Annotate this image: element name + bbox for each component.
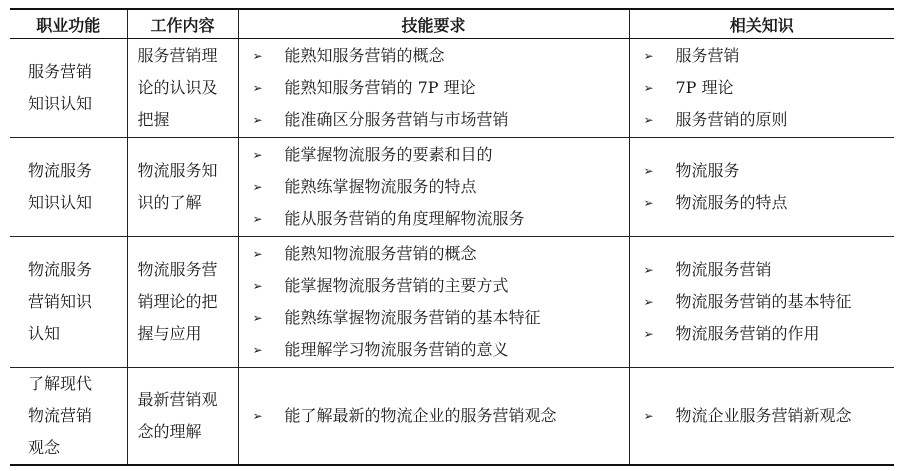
list-item bbox=[253, 203, 629, 235]
list-item-text: 能熟练掌握物流服务的特点 bbox=[284, 177, 477, 196]
content-cell bbox=[127, 368, 238, 466]
function-cell bbox=[10, 138, 127, 237]
function-cell bbox=[10, 237, 127, 368]
function-cell bbox=[10, 39, 127, 138]
list-item-text: 能准确区分服务营销与市场营销 bbox=[284, 110, 509, 129]
bullet-arrow-icon: ➢ bbox=[643, 49, 654, 63]
list-item bbox=[253, 139, 629, 171]
bullet-arrow-icon: ➢ bbox=[643, 409, 654, 423]
function-cell-line: 物流营销 bbox=[28, 406, 93, 425]
list-item-text: 能理解学习物流服务营销的意义 bbox=[284, 340, 509, 359]
content-cell-line: 服务营销理 bbox=[137, 46, 218, 65]
header-content: 工作内容 bbox=[127, 9, 238, 39]
bullet-arrow-icon: ➢ bbox=[643, 196, 654, 210]
list-item bbox=[253, 171, 629, 203]
function-cell-line: 营销知识 bbox=[28, 292, 93, 311]
list-item-text: 能熟知服务营销的概念 bbox=[284, 46, 445, 65]
list-item bbox=[644, 254, 895, 286]
knowledge-cell bbox=[629, 138, 894, 237]
header-knowledge: 相关知识 bbox=[629, 9, 894, 39]
content-cell bbox=[127, 138, 238, 237]
list-item bbox=[253, 302, 629, 334]
content-cell-line: 握与应用 bbox=[137, 324, 202, 343]
list-item-text: 服务营销 bbox=[675, 46, 740, 65]
content-cell-line: 论的认识及 bbox=[137, 78, 218, 97]
table-header-row bbox=[10, 9, 894, 39]
list-item-text: 能掌握物流服务的要素和目的 bbox=[284, 145, 493, 164]
list-item-text: 物流企业服务营销新观念 bbox=[675, 406, 852, 425]
list-item bbox=[644, 40, 895, 72]
bullet-arrow-icon: ➢ bbox=[252, 113, 263, 127]
list-item-text: 能掌握物流服务营销的主要方式 bbox=[284, 276, 509, 295]
list-item-text: 能熟知服务营销的 7P 理论 bbox=[284, 78, 476, 97]
function-cell-line: 观念 bbox=[28, 438, 61, 457]
content-cell-line: 识的了解 bbox=[137, 193, 202, 212]
bullet-arrow-icon: ➢ bbox=[643, 113, 654, 127]
header-skills: 技能要求 bbox=[238, 9, 629, 39]
function-cell-line: 认知 bbox=[28, 324, 61, 343]
list-item bbox=[253, 270, 629, 302]
list-item-text: 物流服务营销 bbox=[675, 260, 772, 279]
list-item-text: 能从服务营销的角度理解物流服务 bbox=[284, 209, 525, 228]
list-item bbox=[644, 187, 895, 219]
table-row bbox=[10, 237, 894, 368]
list-item bbox=[644, 72, 895, 104]
bullet-arrow-icon: ➢ bbox=[643, 164, 654, 178]
content-cell bbox=[127, 237, 238, 368]
knowledge-cell bbox=[629, 368, 894, 466]
skills-cell bbox=[238, 237, 629, 368]
list-item bbox=[644, 400, 895, 432]
list-item bbox=[644, 318, 895, 350]
function-cell-line: 服务营销 bbox=[28, 62, 93, 81]
list-item-text: 能了解最新的物流企业的服务营销观念 bbox=[284, 406, 557, 425]
bullet-arrow-icon: ➢ bbox=[252, 409, 263, 423]
list-item bbox=[644, 155, 895, 187]
list-item bbox=[253, 40, 629, 72]
knowledge-cell bbox=[629, 39, 894, 138]
bullet-arrow-icon: ➢ bbox=[252, 343, 263, 357]
table-row bbox=[10, 39, 894, 138]
list-item-text: 能熟知物流服务营销的概念 bbox=[284, 244, 477, 263]
list-item bbox=[644, 286, 895, 318]
skills-cell bbox=[238, 368, 629, 466]
function-cell-line: 知识认知 bbox=[28, 94, 93, 113]
content-cell-line: 销理论的把 bbox=[137, 292, 218, 311]
skills-table bbox=[10, 8, 894, 466]
bullet-arrow-icon: ➢ bbox=[643, 295, 654, 309]
bullet-arrow-icon: ➢ bbox=[643, 81, 654, 95]
bullet-arrow-icon: ➢ bbox=[252, 180, 263, 194]
header-function: 职业功能 bbox=[10, 9, 127, 39]
bullet-arrow-icon: ➢ bbox=[643, 263, 654, 277]
bullet-arrow-icon: ➢ bbox=[252, 247, 263, 261]
function-cell bbox=[10, 368, 127, 466]
function-cell-line: 知识认知 bbox=[28, 193, 93, 212]
table-row bbox=[10, 368, 894, 466]
list-item bbox=[253, 334, 629, 366]
list-item-text: 能熟练掌握物流服务营销的基本特征 bbox=[284, 308, 541, 327]
bullet-arrow-icon: ➢ bbox=[252, 148, 263, 162]
content-cell-line: 把握 bbox=[137, 110, 170, 129]
list-item bbox=[253, 238, 629, 270]
bullet-arrow-icon: ➢ bbox=[643, 327, 654, 341]
function-cell-line: 了解现代 bbox=[28, 374, 93, 393]
list-item bbox=[644, 104, 895, 136]
list-item bbox=[253, 104, 629, 136]
skills-cell bbox=[238, 138, 629, 237]
skills-cell bbox=[238, 39, 629, 138]
bullet-arrow-icon: ➢ bbox=[252, 212, 263, 226]
bullet-arrow-icon: ➢ bbox=[252, 279, 263, 293]
list-item-text: 物流服务营销的基本特征 bbox=[675, 292, 852, 311]
content-cell bbox=[127, 39, 238, 138]
table-row bbox=[10, 138, 894, 237]
knowledge-cell bbox=[629, 237, 894, 368]
bullet-arrow-icon: ➢ bbox=[252, 81, 263, 95]
content-cell-line: 物流服务知 bbox=[137, 161, 218, 180]
function-cell-line: 物流服务 bbox=[28, 161, 93, 180]
content-cell-line: 念的理解 bbox=[137, 422, 202, 441]
list-item-text: 服务营销的原则 bbox=[675, 110, 788, 129]
list-item bbox=[253, 400, 629, 432]
list-item-text: 7P 理论 bbox=[675, 78, 734, 97]
content-cell-line: 物流服务营 bbox=[137, 260, 218, 279]
bullet-arrow-icon: ➢ bbox=[252, 49, 263, 63]
list-item-text: 物流服务 bbox=[675, 161, 740, 180]
bullet-arrow-icon: ➢ bbox=[252, 311, 263, 325]
content-cell-line: 最新营销观 bbox=[137, 390, 218, 409]
function-cell-line: 物流服务 bbox=[28, 260, 93, 279]
list-item-text: 物流服务的特点 bbox=[675, 193, 788, 212]
list-item-text: 物流服务营销的作用 bbox=[675, 324, 820, 343]
list-item bbox=[253, 72, 629, 104]
